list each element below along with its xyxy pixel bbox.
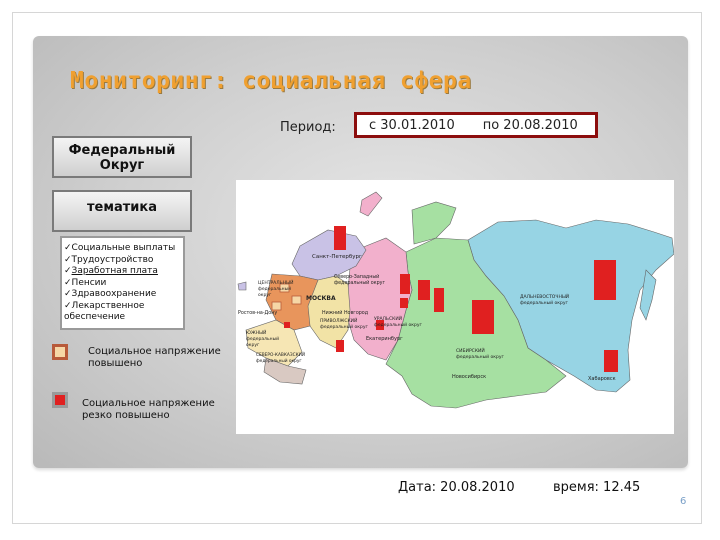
topic-item[interactable]: ✓Здравоохранение <box>64 289 157 299</box>
label-yekaterinburg: Екатеринбург <box>366 336 403 342</box>
label-nw-1: Северо-Западный <box>334 275 380 280</box>
label-central-2: федеральный <box>258 287 292 292</box>
region-siberia-north <box>412 202 456 244</box>
topic-item[interactable]: ✓Социальные выплаты <box>64 243 176 253</box>
alert-marker <box>472 300 494 334</box>
alert-marker <box>418 280 430 300</box>
checkmark-icon: ✓ <box>64 289 72 299</box>
page-title: Мониторинг: социальная сфера <box>70 68 472 94</box>
checkmark-icon: ✓ <box>64 300 72 311</box>
footer-time: время: 12.45 <box>553 480 641 495</box>
label-khabarovsk: Хабаровск <box>588 376 616 382</box>
topic-list <box>60 236 185 330</box>
topic-item[interactable]: ✓Пенсии <box>64 277 107 288</box>
checkmark-icon: ✓ <box>64 266 72 276</box>
label-novosibirsk: Новосибирск <box>452 374 487 380</box>
label-fareast-2: федеральный округ <box>520 301 568 306</box>
legend-elevated-swatch <box>52 344 68 360</box>
period-label: Период: <box>280 120 336 135</box>
label-central-1: ЦЕНТРАЛЬНЫЙ <box>258 281 294 286</box>
footer-date: Дата: 20.08.2010 <box>398 480 515 495</box>
label-south-2: федеральный <box>246 337 280 342</box>
label-fareast-1: ДАЛЬНЕВОСТОЧНЫЙ <box>520 295 570 300</box>
alert-marker <box>400 298 408 308</box>
page-number: 6 <box>680 496 687 507</box>
checkmark-icon: ✓ <box>64 277 72 288</box>
legend-high-text: Социальное напряжение резко повышено <box>82 398 215 421</box>
federal-district-label-line1: Федеральный <box>68 143 176 158</box>
topic-item[interactable]: ✓Заработная плата <box>64 266 158 276</box>
period-from: с 30.01.2010 <box>369 117 455 133</box>
alert-marker <box>604 350 618 372</box>
label-rostov: Ростов-на-Дону <box>238 311 278 316</box>
alert-marker <box>434 288 444 312</box>
region-kaliningrad <box>238 282 246 290</box>
alert-marker <box>400 274 410 294</box>
russia-map-svg <box>236 180 674 434</box>
alert-marker <box>594 260 616 300</box>
federal-district-label-line2: Округ <box>99 158 145 173</box>
topic-button[interactable]: тематика <box>52 190 192 232</box>
elevated-marker <box>292 296 301 304</box>
label-south-3: округ <box>246 343 260 348</box>
period-field[interactable] <box>354 112 598 138</box>
alert-marker <box>334 226 346 250</box>
federal-district-button[interactable] <box>52 136 192 178</box>
label-ural-2: федеральный округ <box>374 323 422 328</box>
checkmark-icon: ✓ <box>64 243 72 253</box>
alert-marker <box>336 340 344 352</box>
period-to: по 20.08.2010 <box>482 117 578 133</box>
label-caucasus-1: СЕВЕРО-КАВКАЗСКИЙ <box>256 353 306 358</box>
label-siberia-2: федеральный округ <box>456 355 504 360</box>
label-nw-2: федеральный округ <box>334 281 385 286</box>
topic-item-continued: обеспечение <box>64 312 126 322</box>
checkmark-icon: ✓ <box>64 254 72 265</box>
label-spb: Санкт-Петербург <box>312 254 362 260</box>
legend-elevated-text: Социальное напряжение повышено <box>88 346 221 369</box>
label-volga-1: ПРИВОЛЖСКИЙ <box>320 319 358 324</box>
label-siberia-1: СИБИРСКИЙ <box>456 349 485 354</box>
label-caucasus-2: федеральный округ <box>256 359 302 364</box>
region-novaya-zemlya <box>360 192 382 216</box>
label-south-1: ЮЖНЫЙ <box>246 331 267 336</box>
russia-map[interactable] <box>236 180 674 434</box>
alert-marker <box>284 322 290 328</box>
label-central-3: округ <box>258 293 272 298</box>
label-volga-2: федеральный округ <box>320 325 368 330</box>
legend-high-swatch <box>52 392 68 408</box>
elevated-marker <box>272 302 281 310</box>
label-ural-1: УРАЛЬСКИЙ <box>374 317 403 322</box>
label-moscow: МОСКВА <box>306 295 336 302</box>
topic-item[interactable]: ✓Трудоустройство <box>64 254 154 265</box>
topic-item[interactable]: ✓Лекарственное <box>64 300 145 311</box>
label-nnovgorod: Нижний Новгород <box>322 311 369 316</box>
